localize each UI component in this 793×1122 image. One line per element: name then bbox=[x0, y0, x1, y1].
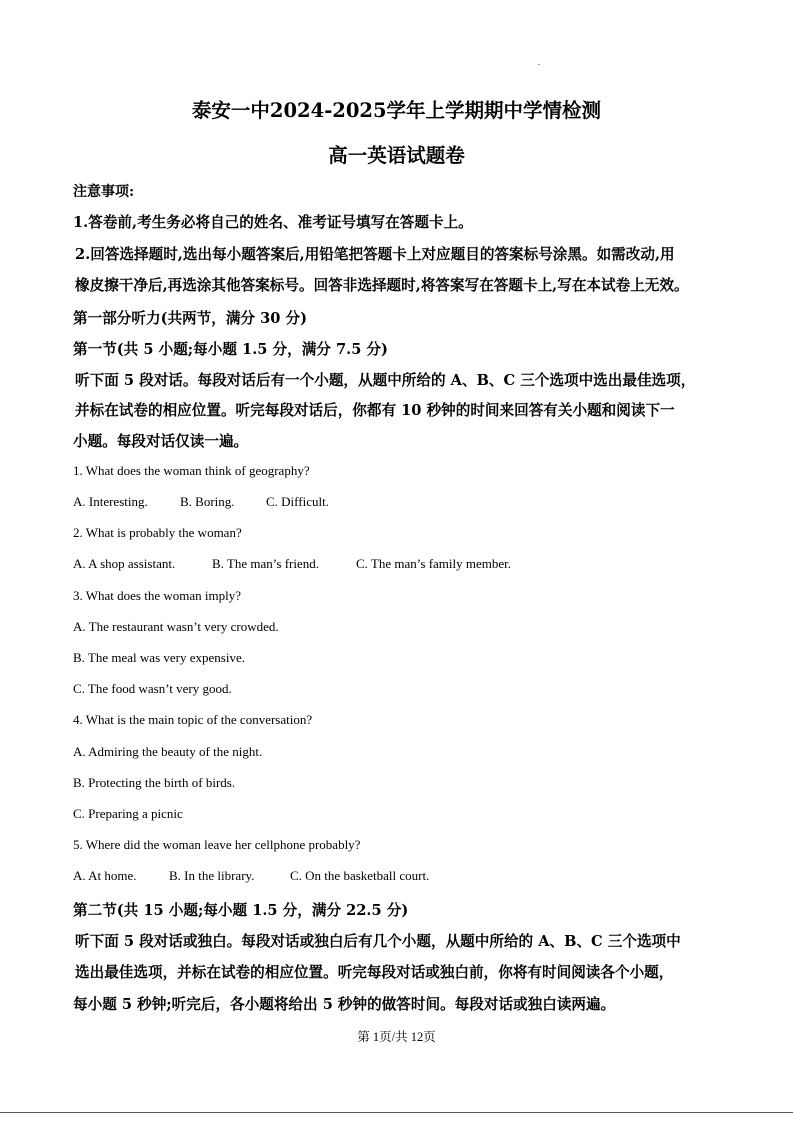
question-2-option-b: B. The man’s friend. bbox=[212, 556, 319, 571]
question-1-text: 1. What does the woman think of geography? bbox=[73, 463, 310, 478]
section2-heading: 第二节(共 15 小题;每小题 1.5 分，满分 22.5 分) bbox=[73, 902, 409, 919]
notes-item-2-line-2: 橡皮擦干净后,再选涂其他答案标号。回答非选择题时,将答案写在答题卡上,写在本试卷上无效。 bbox=[75, 277, 689, 294]
exam-subtitle: 高一英语试题卷 bbox=[328, 144, 465, 167]
question-2-option-c: C. The man’s family member. bbox=[356, 556, 512, 571]
question-3-option-b: B. The meal was very expensive. bbox=[73, 650, 245, 665]
question-1-option-c: C. Difficult. bbox=[266, 494, 329, 509]
scan-speck bbox=[538, 64, 540, 65]
question-5-option-c: C. On the basketball court. bbox=[290, 868, 430, 883]
section1-instruction-line: 小题。每段对话仅读一遍。 bbox=[73, 433, 249, 450]
exam-title: 泰安一中2024-2025学年上学期期中学情检测 bbox=[191, 99, 602, 122]
notes-item-2-line-1: 2.回答选择题时,选出每小题答案后,用铅笔把答题卡上对应题目的答案标号涂黑。如需改动,用 bbox=[75, 246, 675, 263]
question-2-option-a: A. A shop assistant. bbox=[73, 556, 176, 571]
question-5-text: 5. Where did the woman leave her cellphone probably? bbox=[73, 837, 361, 852]
question-5-option-a: A. At home. bbox=[73, 868, 137, 883]
section1-instruction-line: 听下面 5 段对话。每段对话后有一个小题，从题中所给的 A、B、C 三个选项中选出最佳选项， bbox=[75, 372, 696, 389]
bottom-divider bbox=[0, 1112, 793, 1113]
question-4-option-b: B. Protecting the birth of birds. bbox=[73, 775, 236, 790]
question-4-text: 4. What is the main topic of the conversation? bbox=[73, 712, 313, 727]
question-3-option-a: A. The restaurant wasn’t very crowded. bbox=[73, 619, 279, 634]
question-1-option-a: A. Interesting. bbox=[73, 494, 148, 509]
notes-item-1: 1.答卷前,考生务必将自己的姓名、准考证号填写在答题卡上。 bbox=[73, 214, 473, 231]
section2-instruction-line: 听下面 5 段对话或独白。每段对话或独白后有几个小题，从题中所给的 A、B、C 三个选项中 bbox=[75, 933, 681, 950]
question-3-option-c: C. The food wasn’t very good. bbox=[73, 681, 232, 696]
question-3-text: 3. What does the woman imply? bbox=[73, 588, 242, 603]
section2-instruction-line: 选出最佳选项，并标在试卷的相应位置。听完每段对话或独白前，你将有时间阅读各个小题， bbox=[75, 964, 674, 981]
question-5-option-b: B. In the library. bbox=[169, 868, 255, 883]
section2-instruction-line: 每小题 5 秒钟;听完后，各小题将给出 5 秒钟的做答时间。每段对话或独白读两遍。 bbox=[73, 996, 616, 1013]
section1-heading: 第一节(共 5 小题;每小题 1.5 分，满分 7.5 分) bbox=[73, 341, 388, 358]
page-number: 第 1页/共 12页 bbox=[357, 1030, 436, 1044]
part1-heading: 第一部分听力(共两节，满分 30 分) bbox=[73, 310, 307, 327]
question-4-option-a: A. Admiring the beauty of the night. bbox=[73, 744, 263, 759]
question-1-option-b: B. Boring. bbox=[180, 494, 235, 509]
section1-instruction-line: 并标在试卷的相应位置。听完每段对话后，你都有 10 秒钟的时间来回答有关小题和阅读下一 bbox=[75, 402, 675, 419]
question-2-text: 2. What is probably the woman? bbox=[73, 525, 242, 540]
notes-heading: 注意事项: bbox=[73, 184, 135, 200]
question-4-option-c: C. Preparing a picnic bbox=[73, 806, 183, 821]
